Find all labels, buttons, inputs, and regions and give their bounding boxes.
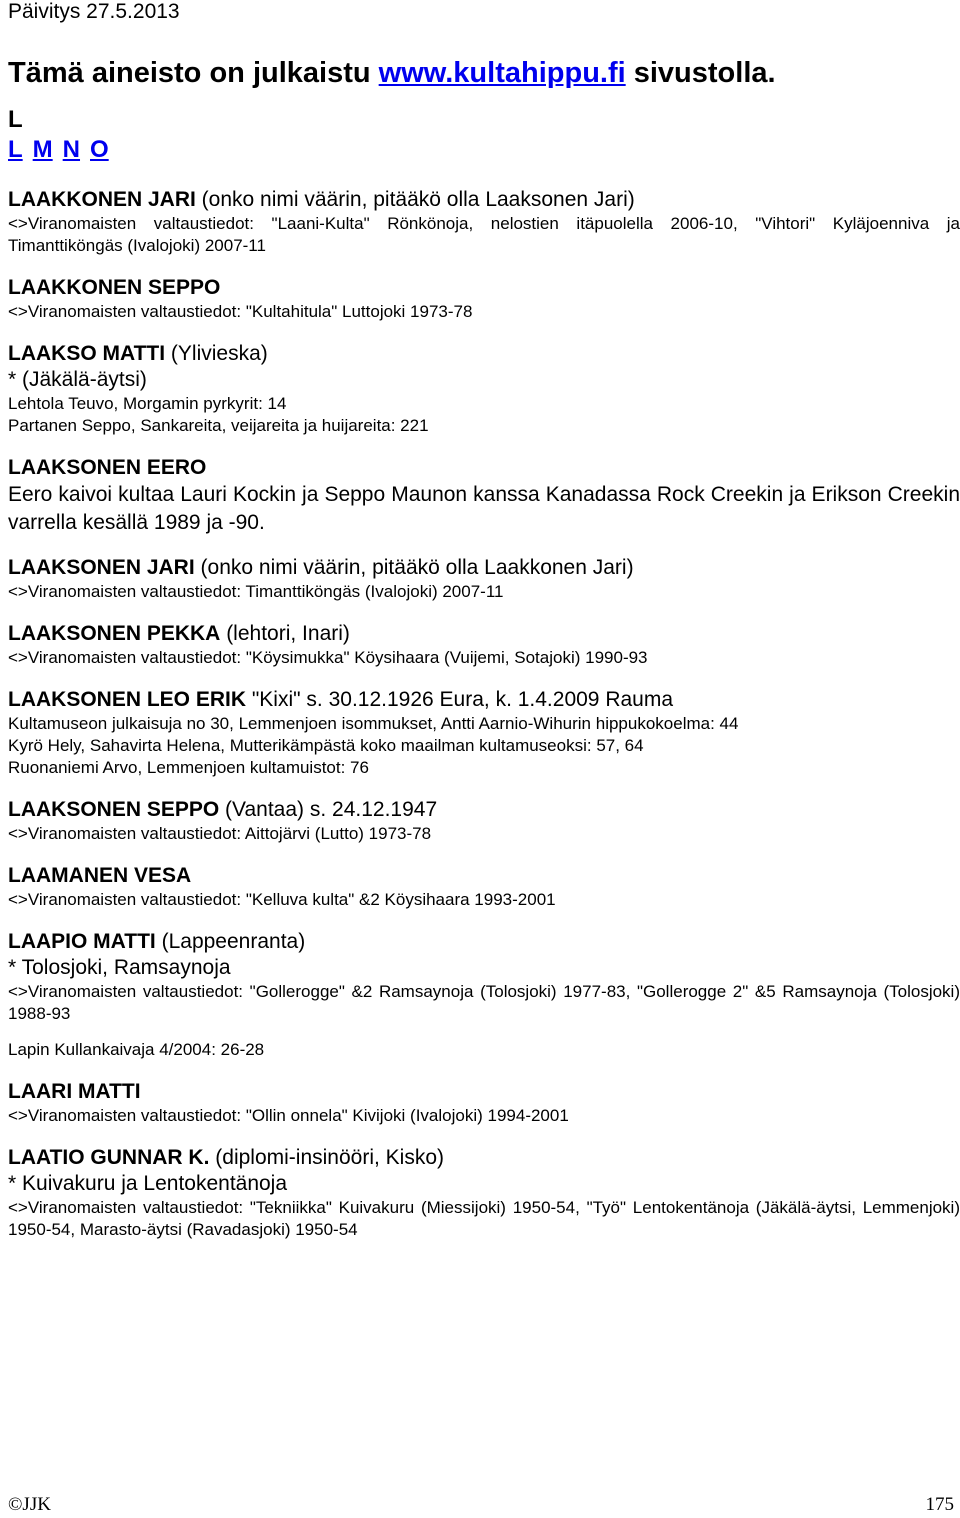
entry-name-bold: LAAKKONEN JARI xyxy=(8,188,196,211)
entry-name-bold: LAAKSONEN SEPPO xyxy=(8,798,220,821)
letter-navigation xyxy=(8,136,960,164)
entry-note: "Kixi" s. 30.12.1926 Eura, k. 1.4.2009 Rauma xyxy=(246,688,674,711)
entry-name xyxy=(8,863,960,889)
entry-name-bold: LAAKKONEN SEPPO xyxy=(8,276,221,299)
entry-line: Partanen Seppo, Sankareita, veijareita ja huijareita: 221 xyxy=(8,416,429,435)
entry-name-bold: LAAKSONEN EERO xyxy=(8,456,207,479)
entry-name-bold: LAATIO GUNNAR K. xyxy=(8,1146,210,1169)
page-number: 175 xyxy=(925,1494,954,1515)
entry-name xyxy=(8,1145,960,1171)
update-date: Päivitys 27.5.2013 xyxy=(8,0,180,23)
entry-line: Ruonaniemi Arvo, Lemmenjoen kultamuistot: 76 xyxy=(8,758,369,777)
entry-laaksonen-eero xyxy=(8,455,960,537)
entry-laatio-gunnar xyxy=(8,1145,960,1241)
entry-name xyxy=(8,455,960,481)
entry-note: (Ylivieska) xyxy=(165,342,268,365)
entry-location: * Kuivakuru ja Lentokentänoja xyxy=(8,1172,288,1195)
entry-name xyxy=(8,275,960,301)
entry-line: <>Viranomaisten valtaustiedot: "Gollerogge" &2 Ramsaynoja (Tolosjoki) 1977-83, "Gollerogge 2" &5 Ramsaynoja (Tolosjoki) 1988-93 xyxy=(8,982,960,1023)
entry-name-bold: LAARI MATTI xyxy=(8,1080,141,1103)
entry-laari-matti xyxy=(8,1079,960,1127)
letter-link-o[interactable]: O xyxy=(90,136,109,163)
entry-laaksonen-pekka xyxy=(8,621,960,669)
entry-line: Lehtola Teuvo, Morgamin pyrkyrit: 14 xyxy=(8,394,287,413)
letter-link-l[interactable]: L xyxy=(8,136,23,163)
entry-name xyxy=(8,341,960,367)
entry-laapio-matti xyxy=(8,929,960,1061)
letter-link-m[interactable]: M xyxy=(32,136,53,163)
entry-name-bold: LAAMANEN VESA xyxy=(8,864,192,887)
entry-line: <>Viranomaisten valtaustiedot: "Kelluva kulta" &2 Köysihaara 1993-2001 xyxy=(8,890,556,909)
headline-prefix: Tämä aineisto on julkaistu xyxy=(8,57,379,89)
document-page xyxy=(8,0,960,1241)
entry-name-bold: LAAKSONEN PEKKA xyxy=(8,622,221,645)
entry-line: <>Viranomaisten valtaustiedot: "Laani-Kulta" Rönkönoja, nelostien itäpuolella 2006-10, "Vihtori" Kyläjoenniva ja Timanttiköngäs (Ivalojoki) 2007-11 xyxy=(8,214,960,255)
entry-line: <>Viranomaisten valtaustiedot: "Kultahitula" Luttojoki 1973-78 xyxy=(8,302,473,321)
section-letter: L xyxy=(8,106,23,133)
entry-note: (onko nimi väärin, pitääkö olla Laaksonen Jari) xyxy=(195,188,635,211)
entry-note: (lehtori, Inari) xyxy=(220,622,350,645)
entry-laakkonen-seppo xyxy=(8,275,960,323)
entry-line: <>Viranomaisten valtaustiedot: "Tekniikka" Kuivakuru (Miessijoki) 1950-54, "Työ" Lentokentänoja (Jäkälä-äytsi, Lemmenjoki) 1950-54, Marasto-äytsi (Ravadasjoki) 1950-54 xyxy=(8,1198,960,1239)
letter-link-n[interactable]: N xyxy=(62,136,81,163)
entry-name xyxy=(8,687,960,713)
copyright: ©JJK xyxy=(8,1494,51,1515)
headline-suffix: sivustolla. xyxy=(625,57,776,89)
entry-name xyxy=(8,797,960,823)
entry-laaksonen-jari xyxy=(8,555,960,603)
entry-name xyxy=(8,621,960,647)
entry-name-bold: LAAPIO MATTI xyxy=(8,930,156,953)
entry-laaksonen-seppo xyxy=(8,797,960,845)
entry-reference: Lapin Kullankaivaja 4/2004: 26-28 xyxy=(8,1040,265,1059)
entry-line: <>Viranomaisten valtaustiedot: Timanttiköngäs (Ivalojoki) 2007-11 xyxy=(8,582,504,601)
page-footer xyxy=(8,1494,960,1516)
entry-line: <>Viranomaisten valtaustiedot: "Ollin onnela" Kivijoki (Ivalojoki) 1994-2001 xyxy=(8,1106,569,1125)
entry-laakso-matti xyxy=(8,341,960,437)
entry-text: Eero kaivoi kultaa Lauri Kockin ja Seppo Maunon kanssa Kanadassa Rock Creekin ja Erikson Creekin varrella kesällä 1989 ja -90. xyxy=(8,483,960,534)
entry-line: Kultamuseon julkaisuja no 30, Lemmenjoen isommukset, Antti Aarnio-Wihurin hippukokoelma: 44 xyxy=(8,714,739,733)
entry-name-bold: LAAKSO MATTI xyxy=(8,342,166,365)
entry-name-bold: LAAKSONEN JARI xyxy=(8,556,195,579)
entry-note: (Vantaa) s. 24.12.1947 xyxy=(219,798,438,821)
headline xyxy=(8,56,960,90)
entry-location: * (Jäkälä-äytsi) xyxy=(8,368,147,391)
entry-laakkonen-jari xyxy=(8,187,960,257)
entry-note: (diplomi-insinööri, Kisko) xyxy=(209,1146,445,1169)
entry-line: <>Viranomaisten valtaustiedot: Aittojärvi (Lutto) 1973-78 xyxy=(8,824,432,843)
entry-name xyxy=(8,555,960,581)
entry-name xyxy=(8,929,960,955)
entry-line: <>Viranomaisten valtaustiedot: "Köysimukka" Köysihaara (Vuijemi, Sotajoki) 1990-93 xyxy=(8,648,648,667)
entry-laamanen-vesa xyxy=(8,863,960,911)
entry-name xyxy=(8,1079,960,1105)
kultahippu-link[interactable]: www.kultahippu.fi xyxy=(378,57,626,89)
entry-laaksonen-leo-erik xyxy=(8,687,960,779)
entry-location: * Tolosjoki, Ramsaynoja xyxy=(8,956,231,979)
entry-name xyxy=(8,187,960,213)
entry-note: (onko nimi väärin, pitääkö olla Laakkonen Jari) xyxy=(194,556,634,579)
entry-note: (Lappeenranta) xyxy=(155,930,306,953)
entry-name-bold: LAAKSONEN LEO ERIK xyxy=(8,688,247,711)
entry-line: Kyrö Hely, Sahavirta Helena, Mutterikämpästä koko maailman kultamuseoksi: 57, 64 xyxy=(8,736,644,755)
